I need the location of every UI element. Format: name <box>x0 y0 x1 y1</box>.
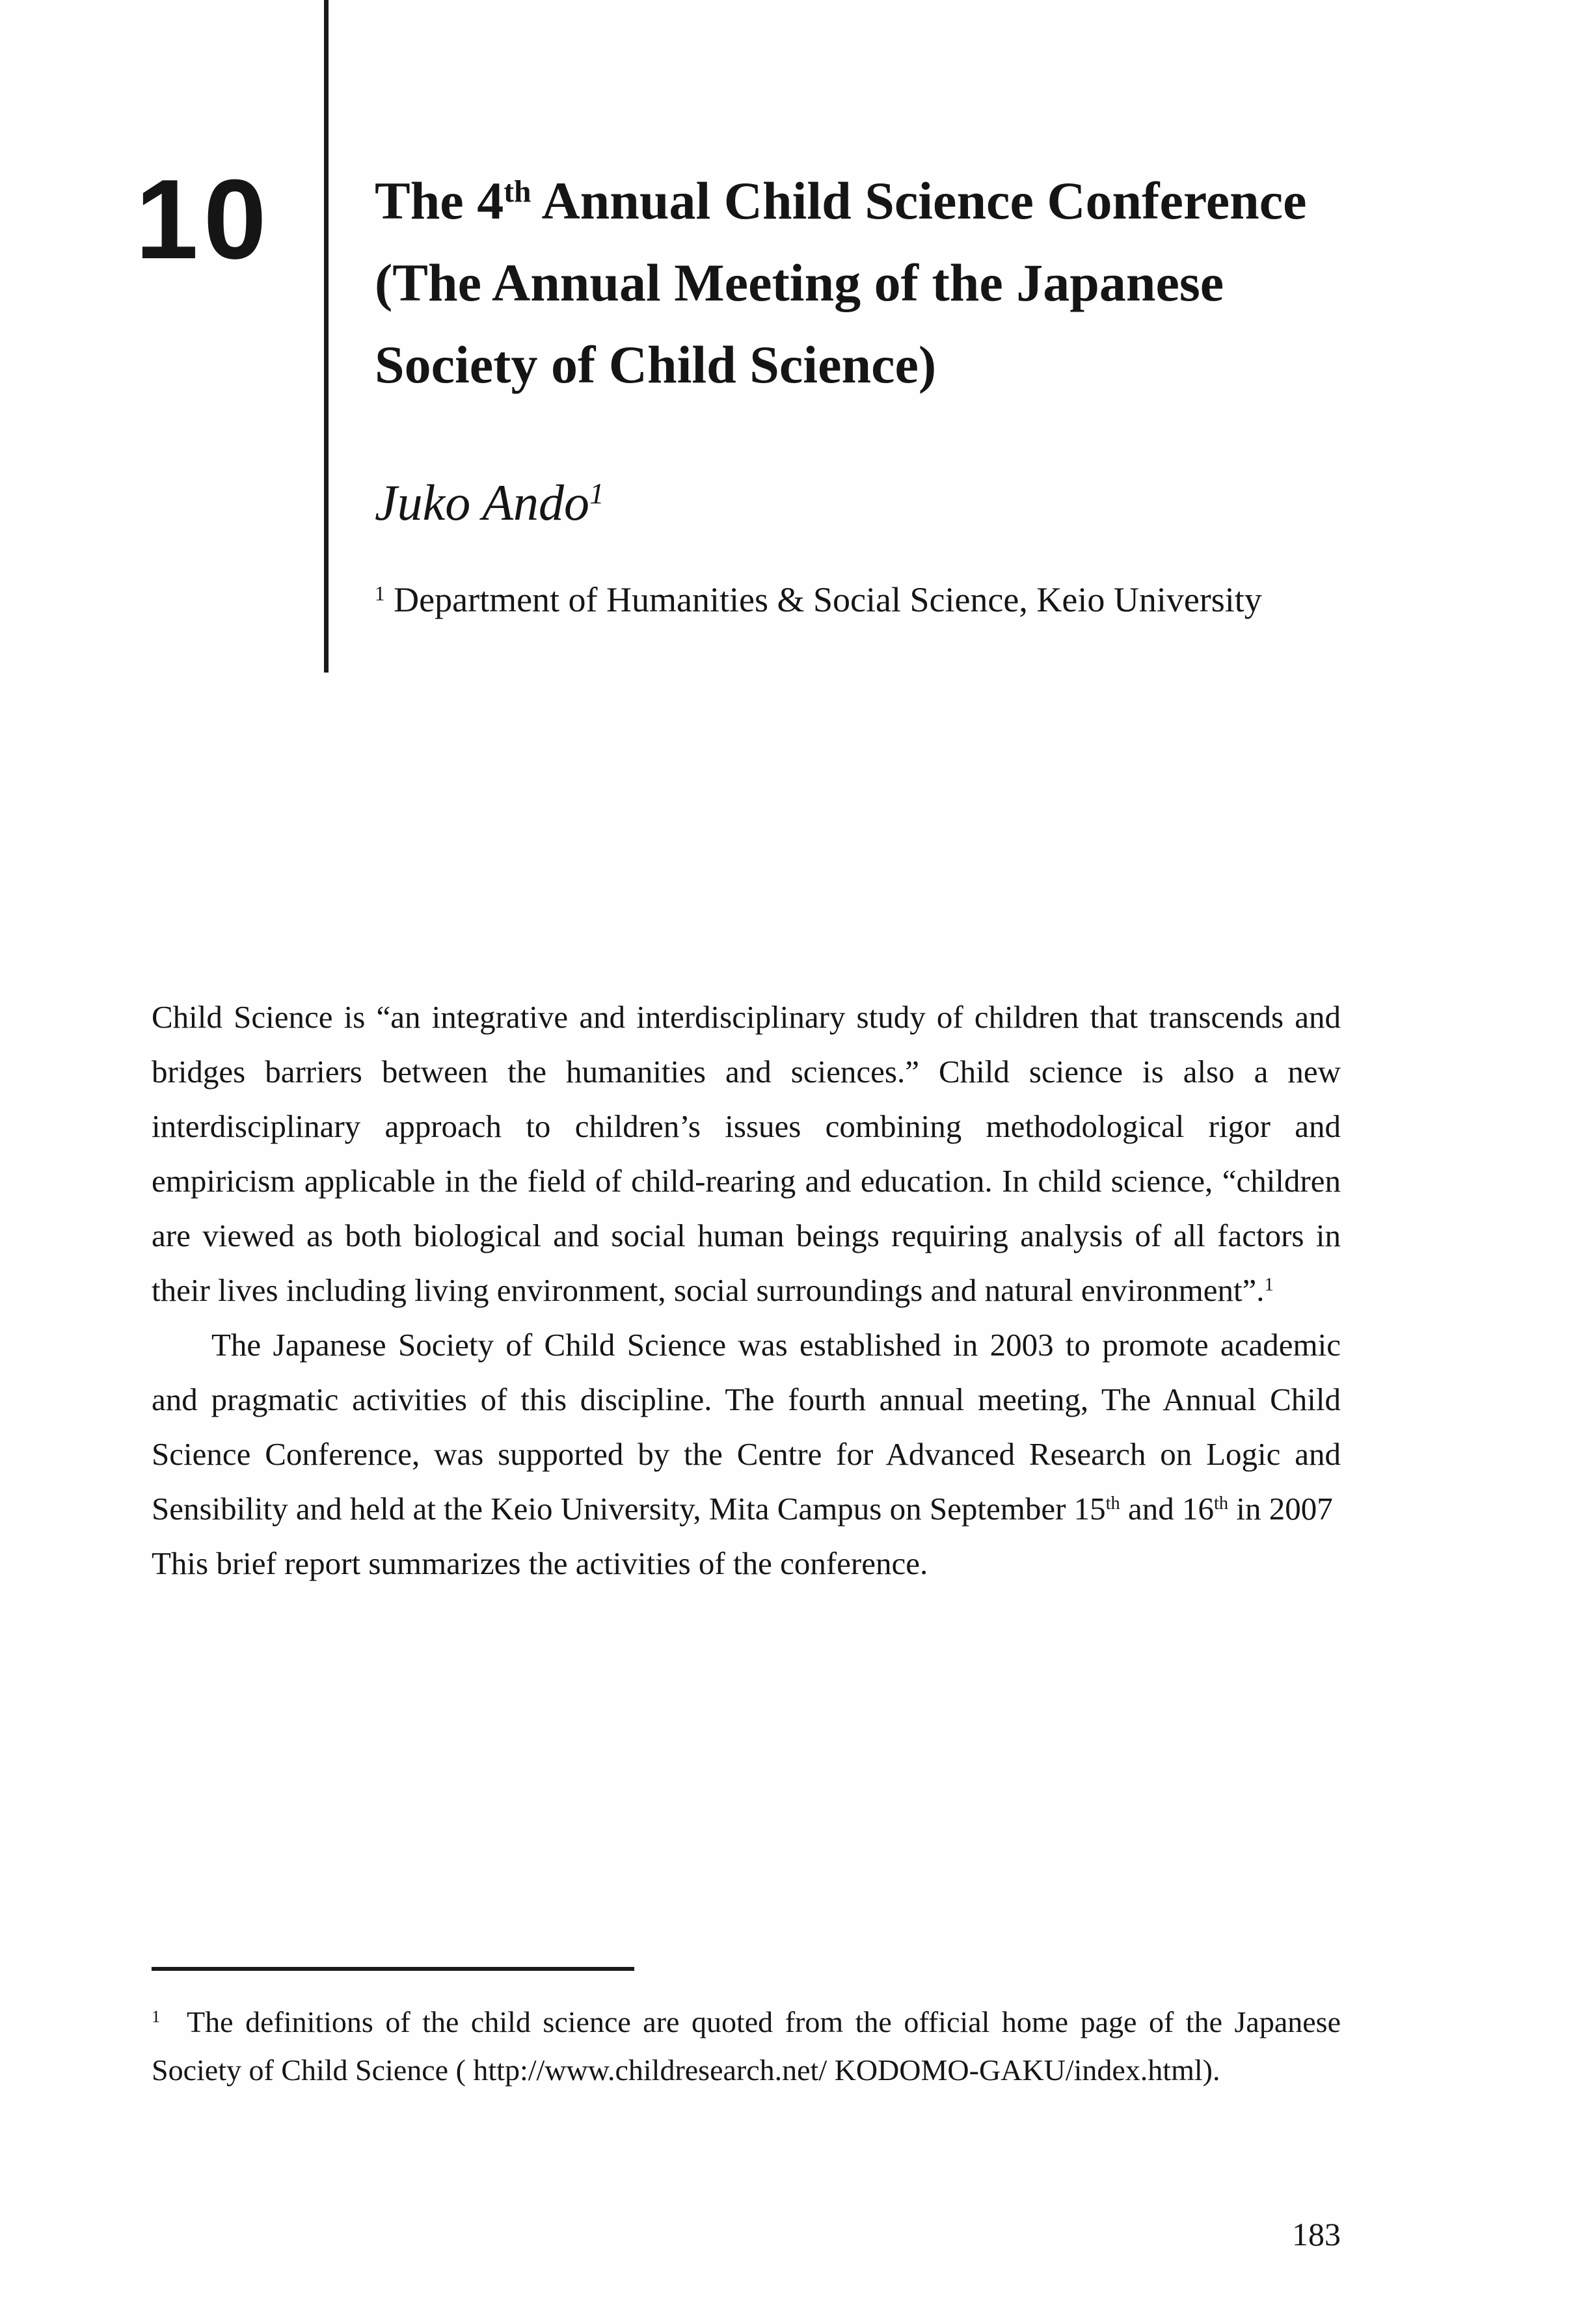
vertical-rule <box>324 0 329 673</box>
superscript: 1 <box>1264 1275 1274 1296</box>
text-segment: and 16 <box>1120 1491 1215 1527</box>
superscript: 1 <box>375 581 385 605</box>
title-line-3 <box>375 324 1481 406</box>
text-segment: Annual Child Science Conference <box>531 171 1307 230</box>
text-segment: The 4 <box>375 171 504 230</box>
author-name <box>375 475 1481 531</box>
body-paragraph <box>152 990 1341 1318</box>
footnote-rule <box>152 1967 634 1971</box>
text-segment: Child Science is “an integrative and interdisciplinary study of children that transcends and bridges barriers between the humanities and sciences.” Child science is also a new interdisciplinary approach to children’s issues combining methodological rigor and empiricism applicable in the field of child-rearing and education. In child science, “children are viewed as both biological and social human beings requiring analysis of all factors in their lives including living environment, social surroundings and natural environment”. <box>152 999 1341 1308</box>
chapter-number: 10 <box>135 155 272 282</box>
body-text <box>152 990 1341 1591</box>
body-paragraph <box>152 1318 1341 1591</box>
text-segment: The definitions of the child science are quoted from the official home page of the Japanese Society of Child Science ( http://www.childresearch.net/ KODOMO-GAKU/index.html). <box>152 2005 1341 2087</box>
footnote-area <box>152 1967 1341 2094</box>
superscript: 1 <box>589 477 604 511</box>
title-line-2 <box>375 242 1481 324</box>
text-segment: Department of Humanities & Social Science, Keio University <box>384 580 1262 619</box>
author-affiliation <box>375 579 1481 621</box>
text-segment: in 2007 This brief report summarizes the activities of the conference. <box>152 1491 1341 1581</box>
text-segment: Juko Ando <box>375 474 589 531</box>
superscript: th <box>1214 1493 1229 1514</box>
superscript: th <box>1105 1493 1120 1514</box>
text-segment: (The Annual Meeting of the Japanese <box>375 253 1224 312</box>
superscript: 1 <box>152 2007 161 2027</box>
chapter-title <box>375 160 1481 406</box>
footnote-text <box>152 1998 1341 2094</box>
text-segment: The Japanese Society of Child Science was established in 2003 to promote academic and pragmatic activities of this discipline. The fourth annual meeting, The Annual Child Science Conference, was supported by the Centre for Advanced Research on Logic and Sensibility and held at the Keio University, Mita Campus on September 15 <box>152 1327 1341 1527</box>
superscript: th <box>504 174 531 209</box>
page-number: 183 <box>1292 2216 1341 2252</box>
chapter-header <box>375 160 1481 621</box>
text-segment: Society of Child Science) <box>375 335 937 394</box>
title-line-1 <box>375 160 1481 242</box>
